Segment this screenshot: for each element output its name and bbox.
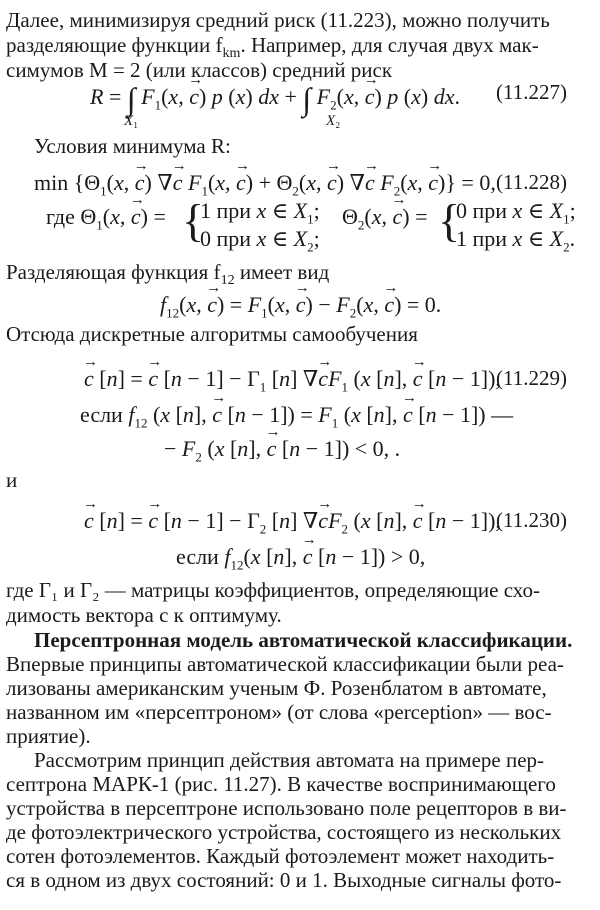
equation-11-230: → c [n] = → c $[n - 1] - \Gamma_2$ [n] ∇→ $cF_2$ (x [n], → c [n − 1]),	[84, 508, 501, 541]
subscript: km	[222, 46, 241, 62]
text-line: симумов M = 2 (или классов) средний риск	[6, 58, 393, 82]
text-line: Впервые принципы автоматической классификации были реа-	[6, 652, 564, 676]
text-line: Рассмотрим принцип действия автомата на примере пер-	[34, 748, 545, 772]
text-line: септрона МАРК-1 (рис. 11.27). В качестве воспринимающего	[6, 772, 556, 796]
theta-definitions: где $\Theta_1(x$, → c) =	[46, 204, 166, 237]
equation-11-229: → c [n] = → c $[n - 1] - \Gamma_1$ [n] ∇→ $cF_1$ (x [n], → c [n − 1]),	[84, 366, 501, 399]
text-fragment: . Например, для случая двух мак-	[240, 33, 539, 57]
theta1-case-2: 0 при x ∈ $X_2$;	[200, 226, 320, 255]
subscript: 12	[220, 273, 235, 289]
text-line: устройства в персептроне использовано поле рецепторов в ви-	[6, 796, 567, 820]
text-fragment: имеет вид	[234, 260, 330, 284]
text-fragment: Разделяющая функция f	[6, 260, 221, 284]
text-line: лизованы американским ученым Ф. Розенблатом в автомате,	[6, 676, 547, 700]
text-line: названном им «персептроном» (от слова «perception» — вос-	[6, 700, 552, 724]
text-line: приятие).	[6, 724, 91, 748]
condition-229-b: − $F_2$ (x [n], → c [n − 1]) < 0, .	[164, 436, 400, 469]
text-line: димость вектора c к оптимуму.	[6, 603, 282, 627]
theta2-def: $\Theta_2(x$, → c) =	[342, 204, 427, 237]
brace: {	[182, 195, 205, 246]
theta2-case-2: 1 при x ∈ $X_2$.	[456, 226, 576, 255]
section-heading: Персептронная модель автоматической классификации.	[34, 628, 573, 652]
equation-11-227: R = ∫ $F_1(x$, → c) p (x) dx + ∫ $F_2(x$, → c) p (x) dx.	[90, 84, 460, 117]
text-line: сотен фотоэлементов. Каждый фотоэлемент может находить-	[6, 844, 555, 868]
brace: {	[438, 195, 461, 246]
text-line: Условия минимума R:	[34, 134, 231, 158]
equation-11-228: $\min \{\Theta_1(x$, → c) ∇→ c $F_1(x$, → $c) + \Theta_2(x$, → c) ∇→ c $F_2(x$, → c)} = 0,	[34, 170, 496, 203]
text-line: де фотоэлектрического устройства, состоящего из нескольких	[6, 820, 562, 844]
separating-function: $f_{12}(x$, → $c) = F_1(x$, → $c) - F_2(x$, → c) = 0.	[160, 292, 441, 325]
equation-number: (11.227)	[496, 80, 567, 104]
text-line: и	[6, 468, 18, 492]
integral-subscript: X₁	[124, 113, 139, 129]
text-fragment: разделяющие функции f	[6, 33, 223, 57]
condition-229-a: если $f_{12}$ (x [n], → c $[n - 1]) = F_1$ (x [n], → c [n − 1]) —	[80, 402, 513, 435]
integral-subscript: X₂	[326, 113, 341, 129]
text-line: где Γ₁ и Γ₂ — матрицы коэффициентов, определяющие схо-	[6, 578, 540, 602]
theta2-case-1: 0 при x ∈ $X_1$;	[456, 198, 576, 227]
condition-230: если $f_{12}(x$ [n], → c [n − 1]) > 0,	[176, 544, 425, 577]
equation-number: (11.228)	[496, 170, 567, 194]
text-line	[6, 260, 329, 293]
equation-number: (11.230)	[496, 508, 567, 532]
equation-number: (11.229)	[496, 366, 567, 390]
theta1-case-1: 1 при x ∈ $X_1$;	[200, 198, 320, 227]
text-line: Отсюда дискретные алгоритмы самообучения	[6, 322, 418, 346]
text-line: ся в одном из двух состояний: 0 и 1. Выходные сигналы фото-	[6, 868, 562, 892]
text-line: Далее, минимизируя средний риск (11.223), можно получить	[6, 8, 550, 32]
